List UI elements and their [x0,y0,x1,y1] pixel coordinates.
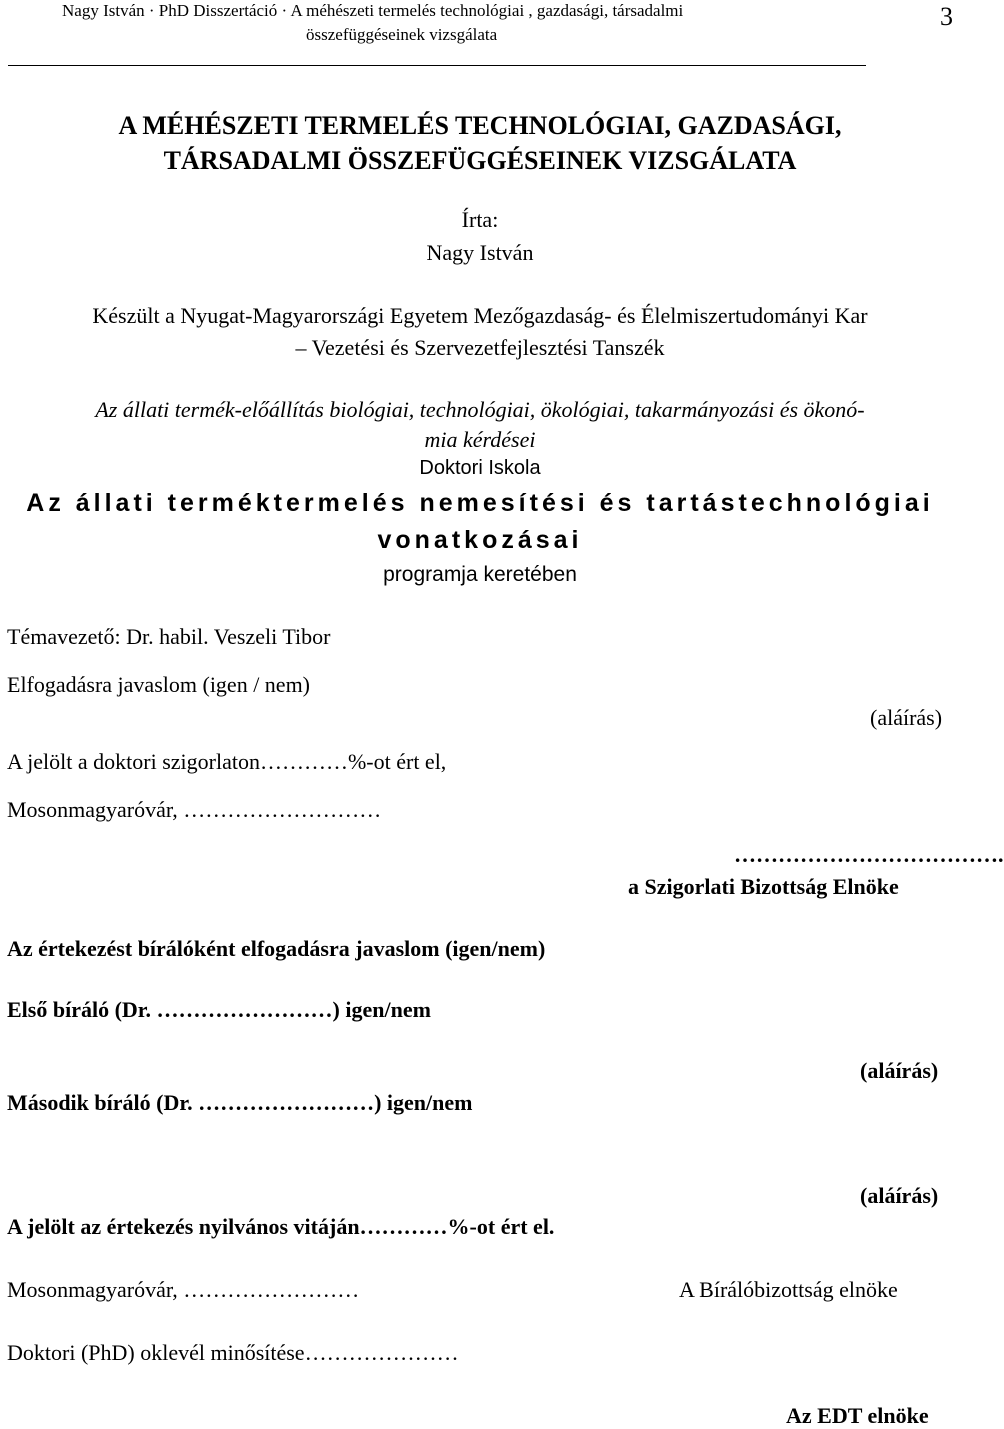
program-line-1: Az állati terméktermelés nemesítési és tartástechnológiai [26,489,934,517]
exam-result-line: A jelölt a doktori szigorlaton…………%-ot ért el, [7,749,447,774]
qualification-line: Doktori (PhD) oklevél minősítése………………… [7,1340,459,1365]
reviewer-2-line: Második bíráló (Dr. ……………………) igen/nem [7,1090,473,1115]
title-line-2: TÁRSADALMI ÖSSZEFÜGGÉSEINEK VIZSGÁLATA [163,146,797,175]
institution-line-2: – Vezetési és Szervezetfejlesztési Tanszék [295,335,665,360]
recommend-line: Elfogadásra javaslom (igen / nem) [7,672,311,697]
author-label: Írta: [461,207,499,232]
header-line-1: Nagy István · PhD Disszertáció · A méhészeti termelés technológiai , gazdasági, társadalmi [62,1,684,20]
place-date-line-2: Mosonmagyaróvár, …………………… [7,1277,360,1302]
reviewer-1-line: Első bíráló (Dr. ……………………) igen/nem [7,997,431,1022]
school-line-2: mia kérdései [424,427,536,452]
header-rule [8,65,866,66]
supervisor-line: Témavezető: Dr. habil. Veszeli Tibor [7,624,331,649]
title-line-1: A MÉHÉSZETI TERMELÉS TECHNOLÓGIAI, GAZDASÁGI, [118,111,842,140]
defense-result-line: A jelölt az értekezés nyilvános vitáján…………%-ot ért el. [7,1214,555,1239]
review-recommend-line: Az értekezést bírálóként elfogadásra javaslom (igen/nem) [7,936,546,961]
program-line-3: programja keretében [383,563,577,586]
school-line-1: Az állati termék-előállítás biológiai, technológiai, ökológiai, takarmányozási és ökonó- [95,397,865,422]
edt-chair-label: Az EDT elnöke [786,1403,929,1428]
committee-chair-label: a Szigorlati Bizottság Elnöke [628,874,899,899]
signature-dots-1: ………………………………. [734,842,1004,867]
program-line-2: vonatkozásai [377,526,583,554]
author-name: Nagy István [426,240,534,265]
school-line-3: Doktori Iskola [419,457,541,479]
institution-line-1: Készült a Nyugat-Magyarországi Egyetem Mezőgazdaság- és Élelmiszertudományi Kar [92,303,868,328]
signature-label-3: (aláírás) [860,1183,939,1208]
place-date-line-1: Mosonmagyaróvár, ……………………… [7,797,382,822]
header-line-2: összefüggéseinek vizsgálata [306,25,498,44]
signature-label-1: (aláírás) [870,705,943,730]
board-chair-label: A Bírálóbizottság elnöke [679,1277,898,1302]
signature-label-2: (aláírás) [860,1058,939,1083]
page-number: 3 [940,2,953,31]
